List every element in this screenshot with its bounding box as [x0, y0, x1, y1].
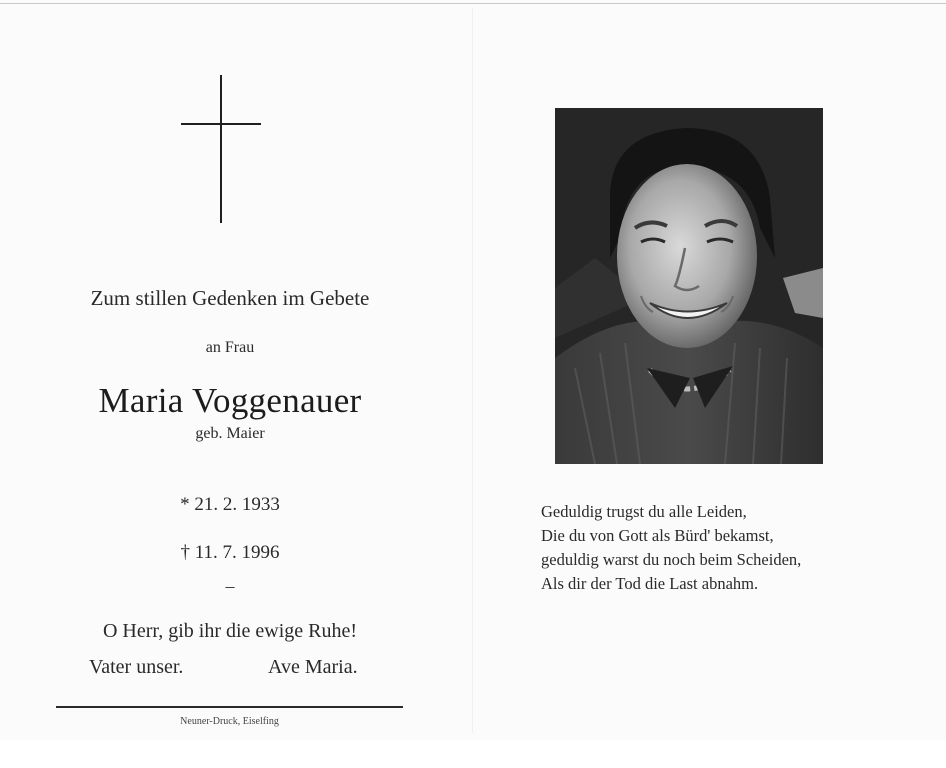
- death-date: † 11. 7. 1996: [180, 542, 280, 563]
- prayer-line: O Herr, gib ihr die ewige Ruhe!: [102, 620, 358, 642]
- portrait-photo: [555, 108, 823, 464]
- cross-vertical-bar: [220, 75, 222, 223]
- card-top-edge: [0, 3, 946, 4]
- deceased-name: Maria Voggenauer: [98, 381, 362, 420]
- salutation: an Frau: [205, 339, 255, 356]
- poem-line: geduldig warst du noch beim Scheiden,: [541, 550, 802, 569]
- printer-credit: Neuner-Druck, Eiselfing: [180, 716, 279, 727]
- prayer-ave-maria: Ave Maria.: [268, 656, 358, 678]
- poem-line: Als dir der Tod die Last abnahm.: [541, 574, 759, 593]
- birth-date: * 21. 2. 1933: [180, 494, 280, 515]
- memorial-heading: Zum stillen Gedenken im Gebete: [90, 286, 370, 310]
- cross-horizontal-bar: [181, 123, 261, 125]
- poem-line: Geduldig trugst du alle Leiden,: [541, 502, 747, 521]
- separator-dash: –: [225, 576, 235, 596]
- poem-line: Die du von Gott als Bürd' bekamst,: [541, 526, 774, 545]
- memorial-poem: [541, 500, 931, 596]
- prayer-vater-unser: Vater unser.: [89, 656, 184, 678]
- card-fold-line: [472, 8, 473, 733]
- footer-rule: [56, 706, 403, 708]
- portrait-illustration: [555, 108, 823, 464]
- maiden-name: geb. Maier: [195, 425, 265, 442]
